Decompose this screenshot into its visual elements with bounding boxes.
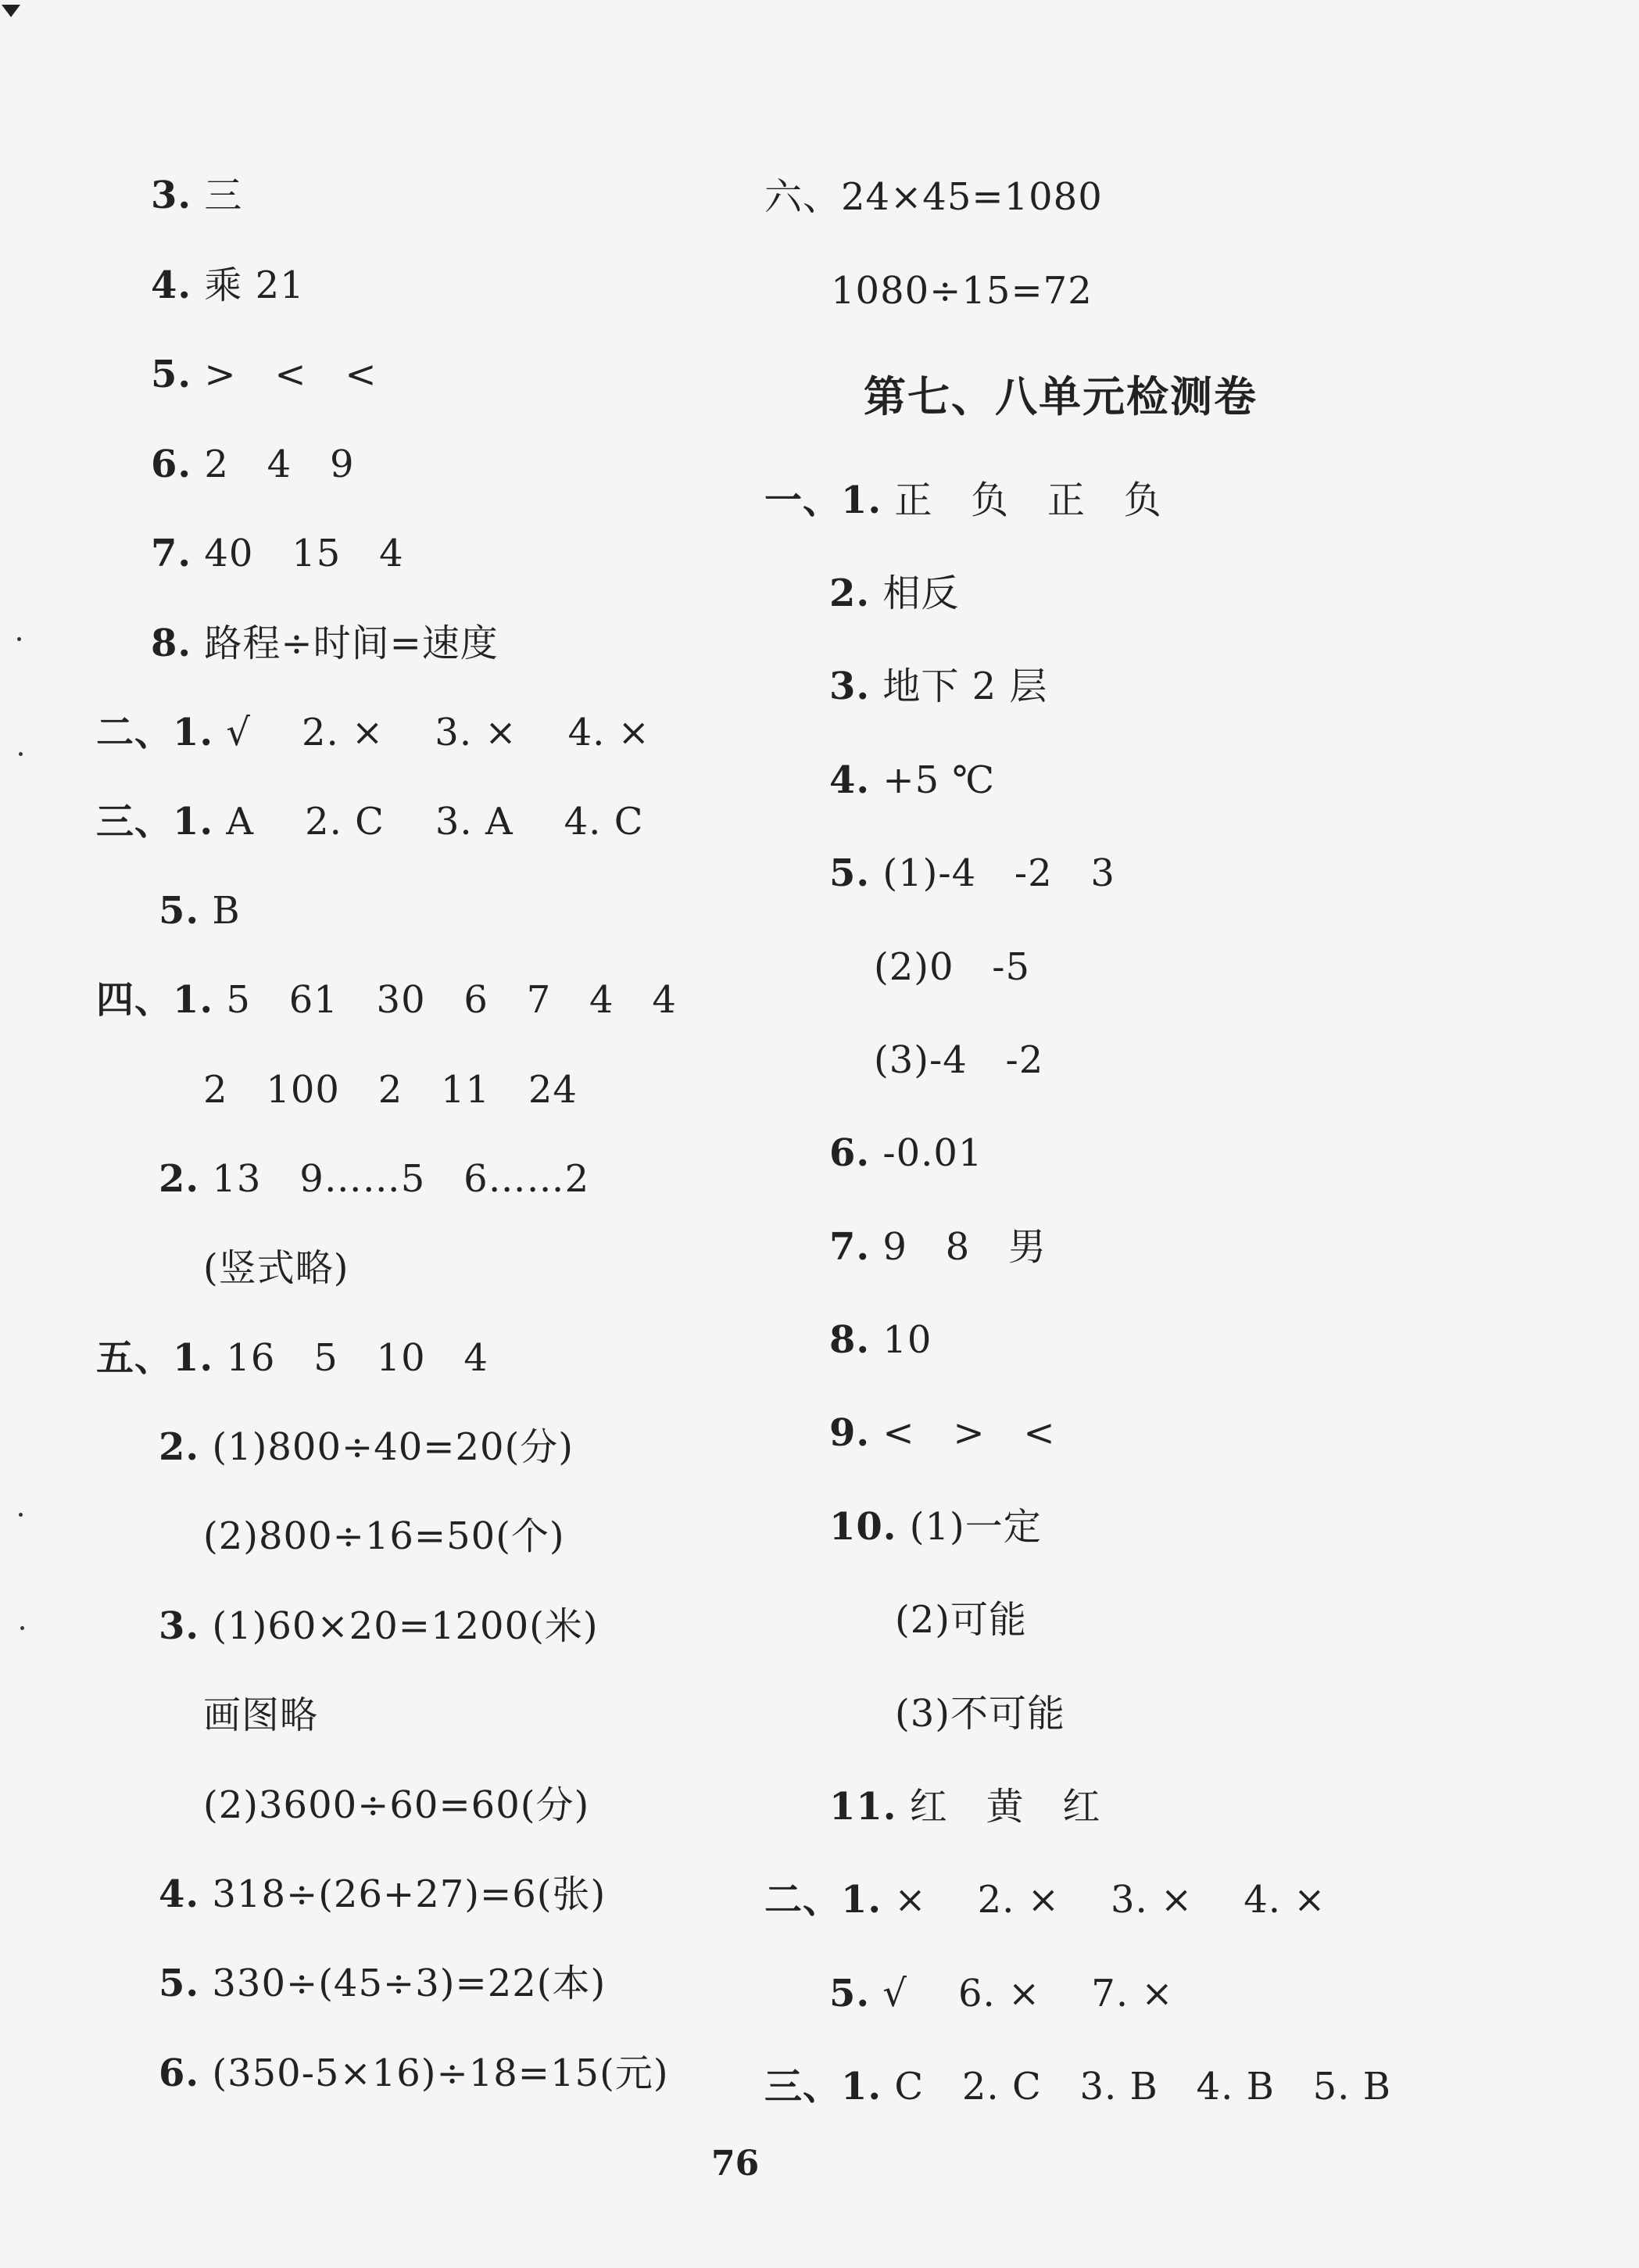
test-section-1-answer-5-3: (3)-4 -2 — [874, 1038, 1044, 1082]
section-5-answer-5: 5. 330÷(45÷3)=22(本) — [159, 1962, 607, 2005]
corner-mark-icon — [2, 5, 20, 17]
test-section-3-answers: 三、1. C 2. C 3. B 4. B 5. B — [764, 2065, 1391, 2109]
test-section-1-answer-10-1: 10. (1)一定 — [829, 1505, 1042, 1549]
answer-left-8: 8. 路程÷时间=速度 — [151, 622, 499, 665]
test-section-1-answer-6: 6. -0.01 — [829, 1131, 983, 1175]
section-5-answer-3-1: 3. (1)60×20=1200(米) — [159, 1604, 599, 1648]
section-6-answer-2: 1080÷15=72 — [831, 269, 1093, 313]
test-section-1-answer-3: 3. 地下 2 层 — [829, 665, 1048, 708]
section-4-answer-1-cont: 2 100 2 11 24 — [203, 1068, 578, 1112]
speck — [19, 752, 23, 756]
section-5-answer-3-2: (2)3600÷60=60(分) — [203, 1783, 590, 1827]
test-section-1-answer-10-2: (2)可能 — [895, 1598, 1027, 1642]
speck — [17, 637, 21, 641]
answer-left-4: 4. 乘 21 — [151, 263, 305, 307]
answer-left-7: 7. 40 15 4 — [151, 532, 404, 575]
test-section-1-answer-5-1: 5. (1)-4 -2 3 — [829, 851, 1115, 895]
section-5-answer-3-note: 画图略 — [203, 1693, 319, 1737]
test-section-2-answers-b: 5. √ 6. × 7. × — [829, 1972, 1174, 2015]
section-5-answer-2-1: 2. (1)800÷40=20(分) — [159, 1425, 574, 1469]
section-6-answer-1: 六、24×45=1080 — [764, 175, 1103, 219]
test-section-1-answer-4: 4. +5 ℃ — [829, 758, 996, 802]
section-3-answer-5: 5. B — [159, 889, 241, 933]
section-5-answer-4: 4. 318÷(26+27)=6(张) — [159, 1872, 607, 1916]
speck — [20, 1626, 24, 1630]
section-4-note: (竖式略) — [203, 1246, 349, 1290]
section-5-answer-6: 6. (350-5×16)÷18=15(元) — [159, 2051, 669, 2095]
test-section-1-answer-1: 一、1. 正 负 正 负 — [764, 478, 1162, 522]
answer-left-3: 3. 三 — [151, 174, 243, 217]
section-5-answer-2-2: (2)800÷16=50(个) — [203, 1514, 565, 1558]
answer-left-5: 5. > < < — [151, 353, 378, 396]
test-section-1-answer-7: 7. 9 8 男 — [829, 1225, 1047, 1269]
answer-left-6: 6. 2 4 9 — [151, 442, 355, 486]
test-section-1-answer-9: 9. < > < — [829, 1411, 1056, 1455]
test-section-2-answers-a: 二、1. × 2. × 3. × 4. × — [764, 1878, 1326, 1922]
section-3-answers: 三、1. A 2. C 3. A 4. C — [96, 800, 644, 844]
page-number: 76 — [711, 2144, 760, 2184]
speck — [19, 1513, 23, 1517]
test-section-1-answer-8: 8. 10 — [829, 1318, 932, 1362]
section-5-answer-1: 五、1. 16 5 10 4 — [96, 1336, 488, 1380]
section-title: 第七、八单元检测卷 — [864, 371, 1258, 421]
section-2-answers: 二、1. √ 2. × 3. × 4. × — [96, 711, 650, 754]
test-section-1-answer-11: 11. 红 黄 红 — [829, 1785, 1101, 1829]
section-4-answer-2: 2. 13 9……5 6……2 — [159, 1157, 590, 1201]
section-4-answer-1: 四、1. 5 61 30 6 7 4 4 — [96, 978, 677, 1022]
test-section-1-answer-2: 2. 相反 — [829, 571, 960, 615]
test-section-1-answer-10-3: (3)不可能 — [895, 1692, 1065, 1736]
test-section-1-answer-5-2: (2)0 -5 — [874, 945, 1031, 989]
